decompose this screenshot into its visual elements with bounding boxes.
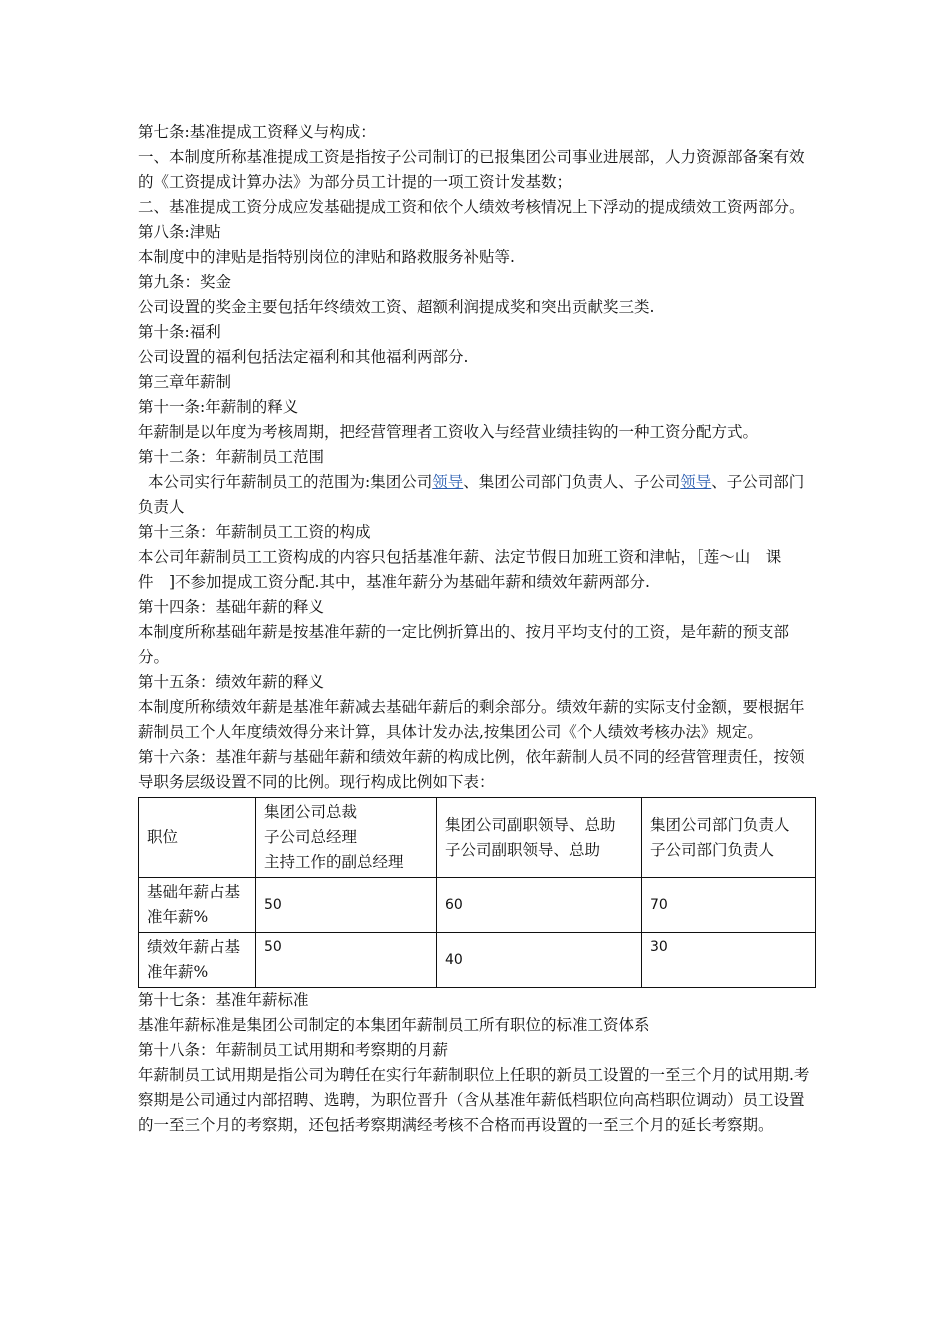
article-9-para: 公司设置的奖金主要包括年终绩效工资、超额利润提成奖和突出贡献奖三类.: [138, 298, 655, 316]
article-18-para: 年薪制员工试用期是指公司为聘任在实行年薪制职位上任职的新员工设置的一至三个月的试用期.考察期是公司通过内部招聘、选聘，为职位晋升（含从基准年薪低档职位向高档职位调动）员工设置的一至三个月的考察期，还包括考察期满经考核不合格而再设置的一至三个月的延长考察期。: [138, 1066, 810, 1134]
leader-link-1[interactable]: 领导: [432, 473, 464, 491]
article-10-para: 公司设置的福利包括法定福利和其他福利两部分.: [138, 348, 469, 366]
article-7-title: 第七条:基准提成工资释义与构成：: [138, 123, 376, 141]
row-label: 基础年薪占基准年薪%: [139, 878, 256, 933]
header-col-3-line-1: 集团公司部门负责人: [650, 815, 790, 834]
article-7-para-2: 二、基准提成工资分成应发基础提成工资和依个人绩效考核情况上下浮动的提成绩效工资两部分。: [138, 198, 805, 216]
article-8-title: 第八条:津贴: [138, 223, 221, 241]
article-10-title: 第十条:福利: [138, 323, 221, 341]
article-18-title: 第十八条：年薪制员工试用期和考察期的月薪: [138, 1041, 449, 1059]
header-col-1-line-3: 主持工作的副总经理: [264, 853, 404, 871]
article-13-title: 第十三条：年薪制员工工资的构成: [138, 523, 371, 541]
article-14-para: 本制度所称基础年薪是按基准年薪的一定比例折算出的、按月平均支付的工资，是年薪的预支部分。: [138, 623, 790, 666]
header-col-2-line-2: 子公司副职领导、总助: [445, 840, 601, 859]
article-12-title: 第十二条：年薪制员工范围: [138, 448, 325, 466]
article-17-para: 基准年薪标准是集团公司制定的本集团年薪制员工所有职位的标准工资体系: [138, 1016, 650, 1034]
article-12-para: [138, 470, 816, 520]
article-9-title: 第九条：奖金: [138, 273, 232, 291]
header-col-2-line-1: 集团公司副职领导、总助: [445, 815, 616, 834]
cell-value: 50: [256, 878, 437, 933]
row-label: 绩效年薪占基准年薪%: [139, 933, 256, 988]
cell-value: 40: [437, 933, 642, 988]
header-col-1: [256, 798, 437, 878]
article-11-para: 年薪制是以年度为考核周期，把经营管理者工资收入与经营业绩挂钩的一种工资分配方式。: [138, 423, 759, 441]
article-12-text-c: 、子公司部门负责人: [138, 473, 805, 516]
document-page: [138, 120, 816, 1138]
header-col-3: [642, 798, 816, 878]
table-row: [139, 933, 816, 988]
chapter-3-title: 第三章年薪制: [138, 373, 232, 391]
article-17-title: 第十七条：基准年薪标准: [138, 991, 309, 1009]
article-16-title: 第十六条：基准年薪与基础年薪和绩效年薪的构成比例，依年薪制人员不同的经营管理责任，按领导职务层级设置不同的比例。现行构成比例如下表：: [138, 748, 805, 791]
article-8-para: 本制度中的津贴是指特别岗位的津贴和路救服务补贴等.: [138, 248, 515, 266]
header-col-2: [437, 798, 642, 878]
cell-value: 30: [642, 933, 816, 988]
header-col-1-line-1: 集团公司总裁: [264, 803, 358, 821]
article-7-para-1: 一、本制度所称基准提成工资是指按子公司制订的已报集团公司事业进展部，人力资源部备案有效的《工资提成计算办法》为部分员工计提的一项工资计发基数；: [138, 148, 805, 191]
salary-ratio-table: [138, 797, 816, 988]
leader-link-2[interactable]: 领导: [680, 473, 712, 491]
article-13-para: 本公司年薪制员工工资构成的内容只包括基准年薪、法定节假日加班工资和津帖，［莲～山 课件 ]不参加提成工资分配.其中，基准年薪分为基础年薪和绩效年薪两部分.: [138, 548, 782, 591]
article-12-text-b: 、集团公司部门负责人、子公司: [463, 473, 681, 491]
article-14-title: 第十四条：基础年薪的释义: [138, 598, 325, 616]
article-15-para: 本制度所称绩效年薪是基准年薪减去基础年薪后的剩余部分。绩效年薪的实际支付金额，要根据年薪制员工个人年度绩效得分来计算，具体计发办法,按集团公司《个人绩效考核办法》规定。: [138, 698, 805, 741]
header-col-1-line-2: 子公司总经理: [264, 828, 358, 846]
cell-value: 50: [256, 933, 437, 988]
header-position: 职位: [139, 798, 256, 878]
cell-value: 70: [642, 878, 816, 933]
article-15-title: 第十五条：绩效年薪的释义: [138, 673, 325, 691]
cell-value: 60: [437, 878, 642, 933]
table-row: [139, 878, 816, 933]
header-col-3-line-2: 子公司部门负责人: [650, 840, 775, 859]
article-12-text-a: 本公司实行年薪制员工的范围为:集团公司: [148, 473, 433, 491]
article-11-title: 第十一条:年薪制的释义: [138, 398, 299, 416]
table-header-row: [139, 798, 816, 878]
